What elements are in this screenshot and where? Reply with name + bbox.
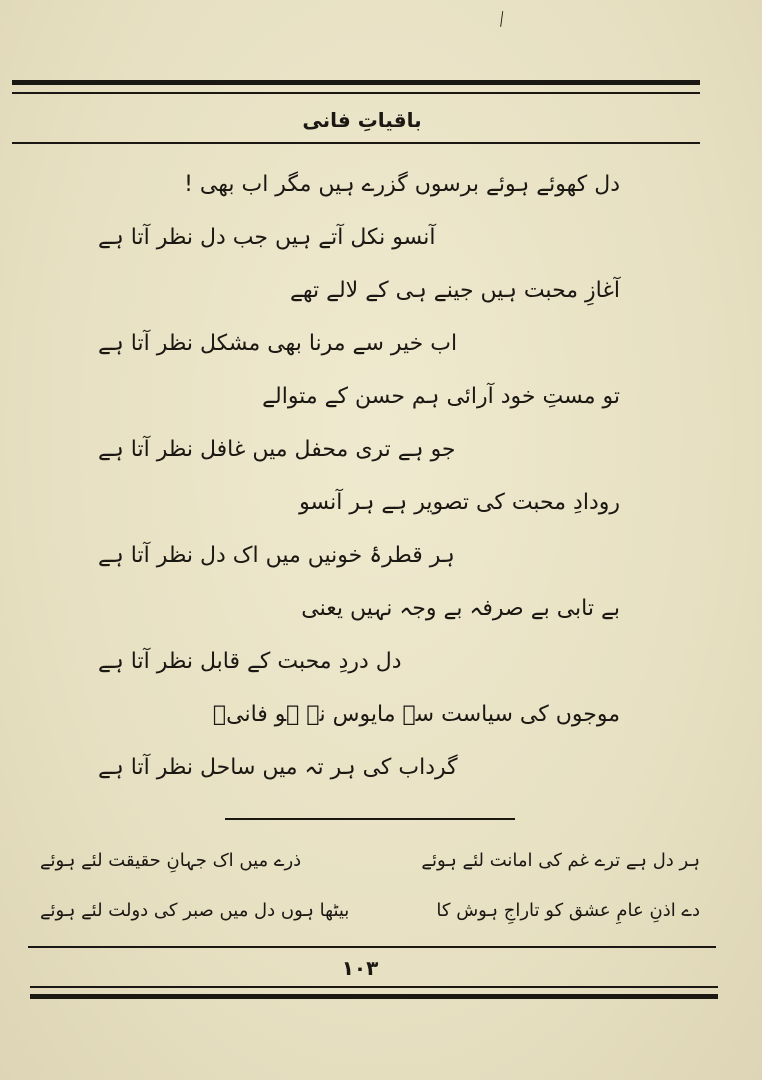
- bottom-rule-thick: [30, 994, 718, 999]
- verse-line: آغازِ محبت ہیں جینے ہی کے لالے تھے: [289, 278, 620, 303]
- verse-line: موجوں کی سیاست سے مایوس نہ ہو فانیؔ: [212, 702, 620, 727]
- top-rule-thin: [12, 92, 700, 94]
- section-divider: [225, 818, 515, 820]
- couplet-line: ہر دل ہے ترے غم کی امانت لئے ہوئے: [421, 850, 700, 871]
- ink-mark: ╲: [494, 11, 509, 27]
- running-header: باقیاتِ فانی: [302, 108, 422, 132]
- verse-line: گرداب کی ہر تہ میں ساحل نظر آتا ہے: [98, 755, 458, 780]
- header-rule: [12, 142, 700, 144]
- verse-line: دل کھوئے ہوئے برسوں گزرے ہیں مگر اب بھی !: [184, 172, 620, 197]
- verse-line: ہر قطرۂ خونیں میں اک دل نظر آتا ہے: [98, 543, 455, 568]
- couplet-row: [32, 848, 712, 898]
- footer-rule: [28, 946, 716, 948]
- bottom-rule-thin: [30, 986, 718, 988]
- top-rule-thick: [12, 80, 700, 85]
- footer-couplets: [32, 848, 712, 948]
- page-number: ۱۰۳: [341, 956, 379, 980]
- verse-line: آنسو نکل آتے ہیں جب دل نظر آتا ہے: [98, 225, 436, 250]
- verse-line: اب خیر سے مرنا بھی مشکل نظر آتا ہے: [98, 331, 458, 356]
- verse-line: دل دردِ محبت کے قابل نظر آتا ہے: [98, 649, 402, 674]
- verse-line: جو ہے تری محفل میں غافل نظر آتا ہے: [98, 437, 456, 462]
- ghazal: [80, 170, 640, 806]
- couplet-line: بیٹھا ہوں دل میں صبر کی دولت لئے ہوئے: [40, 900, 350, 921]
- verse-line: تو مستِ خود آرائی ہم حسن کے متوالے: [262, 384, 620, 409]
- couplet-row: [32, 898, 712, 948]
- verse-line: رودادِ محبت کی تصویر ہے ہر آنسو: [299, 490, 620, 515]
- couplet-line: دے اذنِ عامِ عشق کو تاراجِ ہوش کا: [436, 900, 700, 921]
- couplet-line: ذرے میں اک جہانِ حقیقت لئے ہوئے: [40, 850, 302, 871]
- verse-line: بے تابی بے صرفہ بے وجہ نہیں یعنی: [301, 596, 620, 621]
